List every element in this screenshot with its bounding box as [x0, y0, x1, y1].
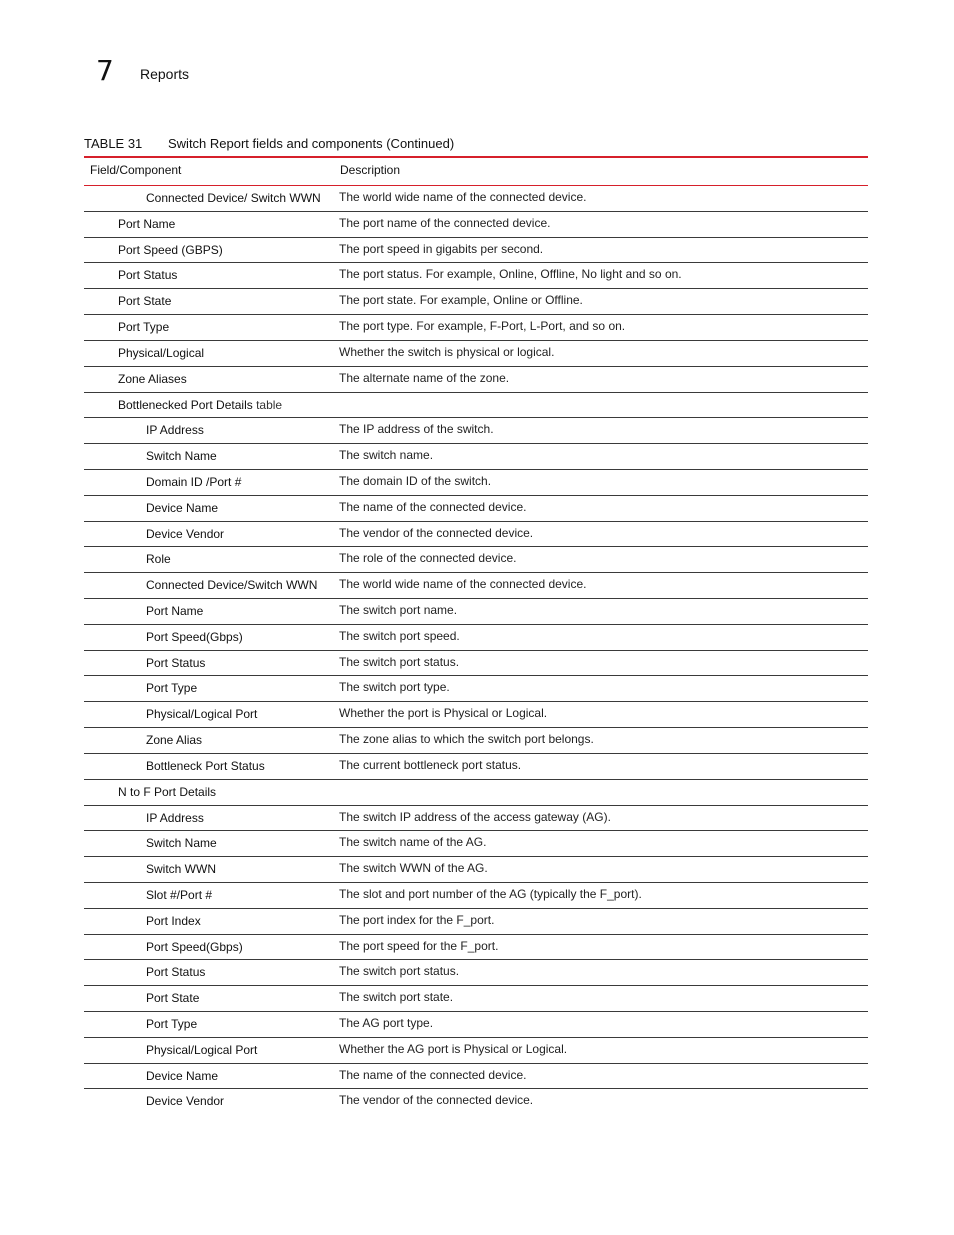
- field-name-cell: [118, 243, 223, 257]
- table-row: [84, 754, 868, 780]
- field-name: Slot #/Port #: [146, 887, 213, 902]
- description-cell: The name of the connected device.: [339, 499, 527, 514]
- field-name: Zone Alias: [146, 733, 203, 748]
- field-name: Connected Device/ Switch WWN: [146, 191, 321, 205]
- description-cell: The switch port name.: [339, 603, 458, 617]
- field-name-cell: [146, 604, 203, 618]
- description-cell: The IP address of the switch.: [339, 422, 494, 437]
- table-row: [84, 444, 868, 470]
- table-row: [84, 238, 868, 264]
- field-name: Port Type: [146, 681, 198, 696]
- description-cell: The slot and port number of the AG (typically the F_port).: [339, 886, 642, 901]
- description-cell: The switch port speed.: [339, 628, 460, 643]
- description-cell: The port speed for the F_port.: [339, 938, 499, 953]
- field-name: Port Index: [146, 913, 201, 928]
- field-name: Physical/Logical Port: [146, 1042, 258, 1057]
- description-cell: The port state. For example, Online or Offline.: [339, 293, 583, 308]
- description-cell: The port status. For example, Online, Offline, No light and so on.: [339, 267, 682, 282]
- field-name: Physical/Logical: [118, 345, 205, 360]
- field-name-cell: [146, 940, 243, 954]
- field-name-cell: [118, 217, 175, 231]
- field-name: Port Status: [146, 655, 206, 670]
- description-cell: The switch IP address of the access gateway (AG).: [339, 809, 611, 824]
- table-body: [84, 186, 868, 1115]
- description-cell: Whether the switch is physical or logical.: [339, 344, 555, 359]
- field-suffix: table: [252, 397, 283, 412]
- description-cell: The domain ID of the switch.: [339, 473, 492, 488]
- field-name: Port Type: [146, 1017, 198, 1031]
- field-name-cell: [146, 527, 224, 541]
- field-name: Port State: [146, 991, 200, 1006]
- table-row: [84, 909, 868, 935]
- table-row: [84, 651, 868, 677]
- description-cell: The vendor of the connected device.: [339, 1093, 534, 1108]
- table-caption-text: Switch Report fields and components (Continued): [168, 136, 455, 151]
- description-cell: The switch port status.: [339, 964, 460, 979]
- field-name-cell: [146, 914, 201, 928]
- field-name: Device Vendor: [146, 1094, 225, 1109]
- field-name-cell: [118, 294, 171, 308]
- table-row: [84, 496, 868, 522]
- field-name: Device Name: [146, 500, 219, 515]
- field-name: Zone Aliases: [118, 371, 187, 386]
- description-cell: The vendor of the connected device.: [339, 525, 534, 540]
- table-row: [84, 522, 868, 548]
- field-name-cell: [118, 398, 282, 412]
- table-row: [84, 470, 868, 496]
- field-name-cell: [146, 733, 202, 747]
- description-cell: The zone alias to which the switch port belongs.: [339, 732, 594, 747]
- field-name-cell: [118, 785, 216, 799]
- column-header-field: Field/Component: [90, 163, 182, 177]
- table-row: [84, 935, 868, 961]
- table-row: [84, 573, 868, 599]
- table-row: [84, 186, 868, 212]
- field-name-cell: [118, 268, 177, 282]
- field-name-cell: [118, 346, 204, 360]
- table-row: [84, 367, 868, 393]
- table-row: [84, 1089, 868, 1115]
- field-name: Port Type: [118, 320, 170, 335]
- description-cell: The switch port state.: [339, 990, 454, 1005]
- field-name-cell: [118, 320, 169, 334]
- field-name-cell: [146, 1017, 197, 1031]
- field-name: Port Name: [118, 216, 176, 231]
- table-row: [84, 883, 868, 909]
- field-name-cell: [146, 423, 204, 437]
- field-name: Port Status: [118, 268, 178, 283]
- table-row: [84, 599, 868, 625]
- table-row: [84, 1038, 868, 1064]
- field-name: Switch Name: [146, 836, 217, 851]
- description-cell: The switch name of the AG.: [339, 835, 487, 850]
- field-name-cell: [146, 965, 205, 979]
- description-cell: Whether the port is Physical or Logical.: [339, 706, 548, 721]
- description-cell: The switch port type.: [339, 680, 450, 695]
- field-name-cell: [146, 475, 241, 489]
- table-row: [84, 857, 868, 883]
- table-row: [84, 547, 868, 573]
- field-name: Switch WWN: [146, 862, 216, 877]
- table-row: [84, 212, 868, 238]
- description-cell: The world wide name of the connected device.: [339, 577, 587, 592]
- table-caption: [84, 136, 454, 152]
- field-name-cell: [146, 656, 205, 670]
- field-name-cell: [146, 552, 171, 566]
- chapter-number: 7: [96, 54, 114, 87]
- field-name: Domain ID /Port #: [146, 474, 242, 489]
- table-row: [84, 831, 868, 857]
- field-name: Bottleneck Port Status: [146, 758, 265, 773]
- fields-table: [84, 156, 868, 1115]
- field-name: Port Name: [146, 604, 204, 618]
- field-name-cell: [146, 1043, 257, 1057]
- table-row: [84, 625, 868, 651]
- table-header-row: [84, 156, 868, 186]
- description-cell: The port speed in gigabits per second.: [339, 241, 544, 256]
- field-name-cell: [146, 862, 216, 876]
- column-header-description: Description: [340, 163, 401, 177]
- field-name-cell: [118, 372, 187, 386]
- field-name-cell: [146, 836, 217, 850]
- field-name: IP Address: [146, 810, 204, 825]
- field-name-cell: [146, 578, 317, 592]
- description-cell: The current bottleneck port status.: [339, 757, 522, 772]
- table-row: [84, 728, 868, 754]
- chapter-title: Reports: [140, 66, 190, 82]
- table-row: [84, 393, 868, 419]
- description-cell: The name of the connected device.: [339, 1067, 527, 1082]
- table-row: [84, 676, 868, 702]
- table-row: [84, 263, 868, 289]
- table-row: [84, 986, 868, 1012]
- field-name: IP Address: [146, 423, 204, 438]
- field-name-cell: [146, 681, 197, 695]
- table-row: [84, 1012, 868, 1038]
- table-row: [84, 806, 868, 832]
- field-name-cell: [146, 1094, 224, 1108]
- table-row: [84, 315, 868, 341]
- description-cell: Whether the AG port is Physical or Logical.: [339, 1041, 568, 1056]
- field-name: Device Vendor: [146, 526, 225, 541]
- table-row: [84, 341, 868, 367]
- field-name: Port State: [118, 294, 172, 309]
- field-name-cell: [146, 759, 265, 773]
- table-tag: TABLE 31: [84, 136, 143, 151]
- description-cell: The alternate name of the zone.: [339, 370, 510, 385]
- description-cell: The switch port status.: [339, 654, 460, 669]
- description-cell: The port type. For example, F-Port, L-Port, and so on.: [339, 319, 626, 334]
- table-row: [84, 418, 868, 444]
- description-cell: The port name of the connected device.: [339, 215, 551, 230]
- field-name: Role: [146, 552, 171, 567]
- description-cell: The switch name.: [339, 448, 434, 463]
- field-name: N to F Port Details: [118, 784, 217, 799]
- table-row: [84, 1064, 868, 1090]
- field-name-cell: [146, 991, 199, 1005]
- description-cell: The world wide name of the connected device.: [339, 190, 587, 204]
- field-name: Port Speed(Gbps): [146, 939, 243, 954]
- field-name-cell: [146, 630, 243, 644]
- field-name: Device Name: [146, 1068, 219, 1083]
- field-name: Switch Name: [146, 449, 217, 464]
- table-row: [84, 702, 868, 728]
- description-cell: The role of the connected device.: [339, 551, 517, 566]
- field-name: Port Speed(Gbps): [146, 629, 243, 644]
- table-row: [84, 289, 868, 315]
- table-row: [84, 780, 868, 806]
- field-name: Physical/Logical Port: [146, 707, 258, 722]
- field-name-cell: [146, 191, 321, 205]
- field-name-cell: [146, 888, 212, 902]
- field-name: Connected Device/Switch WWN: [146, 578, 318, 593]
- field-name: Port Speed (GBPS): [118, 242, 223, 257]
- description-cell: The AG port type.: [339, 1016, 434, 1030]
- field-name-cell: [146, 449, 217, 463]
- description-cell: The switch WWN of the AG.: [339, 861, 488, 876]
- table-row: [84, 960, 868, 986]
- field-name: Port Status: [146, 965, 206, 980]
- field-name-cell: [146, 1069, 218, 1083]
- field-name-cell: [146, 811, 204, 825]
- description-cell: The port index for the F_port.: [339, 912, 495, 927]
- field-name: Bottlenecked Port Details: [118, 397, 253, 412]
- field-name-cell: [146, 707, 257, 721]
- field-name-cell: [146, 501, 218, 515]
